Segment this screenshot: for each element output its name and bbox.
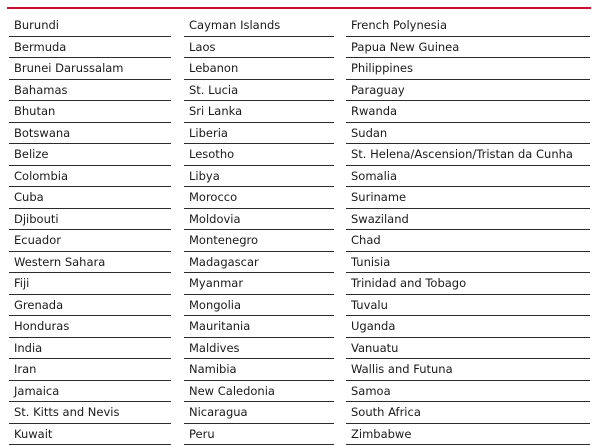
country-list-item: Rwanda xyxy=(346,101,590,123)
country-list-item: New Caledonia xyxy=(184,381,334,403)
country-list-item: Uganda xyxy=(346,316,590,338)
country-list-item: Moldovia xyxy=(184,209,334,231)
country-list-item: South Africa xyxy=(346,402,590,424)
country-list-item: Wallis and Futuna xyxy=(346,359,590,381)
country-list-item: Morocco xyxy=(184,187,334,209)
country-list-item: Lesotho xyxy=(184,144,334,166)
country-list-item: Philippines xyxy=(346,58,590,80)
country-list-item: Trinidad and Tobago xyxy=(346,273,590,295)
country-column-3 xyxy=(346,15,590,445)
country-list-item: Madagascar xyxy=(184,252,334,274)
country-list-item: St. Lucia xyxy=(184,80,334,102)
country-list-item: Libya xyxy=(184,166,334,188)
country-list-item: St. Helena/Ascension/Tristan da Cunha xyxy=(346,144,590,166)
country-list-item: Bhutan xyxy=(9,101,171,123)
country-list-item: Montenegro xyxy=(184,230,334,252)
country-list-item: Myanmar xyxy=(184,273,334,295)
country-list-item: Grenada xyxy=(9,295,171,317)
country-list-item: Fiji xyxy=(9,273,171,295)
country-list-item: Laos xyxy=(184,37,334,59)
country-list-item: Samoa xyxy=(346,381,590,403)
country-list-item: Nicaragua xyxy=(184,402,334,424)
country-list-item: Cayman Islands xyxy=(184,15,334,37)
country-list-item: Somalia xyxy=(346,166,590,188)
country-list-item: Cuba xyxy=(9,187,171,209)
country-list-item: Mauritania xyxy=(184,316,334,338)
country-list-item: Iran xyxy=(9,359,171,381)
country-list-item: Honduras xyxy=(9,316,171,338)
country-list-item: Ecuador xyxy=(9,230,171,252)
country-list-item: Djibouti xyxy=(9,209,171,231)
country-list-item: Sudan xyxy=(346,123,590,145)
country-list-item: Suriname xyxy=(346,187,590,209)
country-list-item: Bermuda xyxy=(9,37,171,59)
country-list-item: Burundi xyxy=(9,15,171,37)
country-list-item: Mongolia xyxy=(184,295,334,317)
top-accent-rule xyxy=(7,7,591,9)
country-list-item: Zimbabwe xyxy=(346,424,590,445)
country-column-2 xyxy=(184,15,334,445)
country-list-item: French Polynesia xyxy=(346,15,590,37)
country-list-item: Peru xyxy=(184,424,334,445)
country-list-item: Liberia xyxy=(184,123,334,145)
country-list-item: Colombia xyxy=(9,166,171,188)
country-list-item: Papua New Guinea xyxy=(346,37,590,59)
country-list-item: Paraguay xyxy=(346,80,590,102)
country-list-item: Swaziland xyxy=(346,209,590,231)
country-list-item: Tunisia xyxy=(346,252,590,274)
country-list-item: Belize xyxy=(9,144,171,166)
country-list-item: Kuwait xyxy=(9,424,171,445)
country-list-item: Vanuatu xyxy=(346,338,590,360)
country-list-item: Jamaica xyxy=(9,381,171,403)
country-list-item: Botswana xyxy=(9,123,171,145)
country-list-item: Bahamas xyxy=(9,80,171,102)
country-list-item: Maldives xyxy=(184,338,334,360)
country-list-item: Chad xyxy=(346,230,590,252)
country-list-item: Sri Lanka xyxy=(184,101,334,123)
country-list-item: St. Kitts and Nevis xyxy=(9,402,171,424)
country-list-item: Tuvalu xyxy=(346,295,590,317)
country-list-item: Namibia xyxy=(184,359,334,381)
country-column-1 xyxy=(9,15,171,445)
country-list-item: Lebanon xyxy=(184,58,334,80)
country-list-item: Western Sahara xyxy=(9,252,171,274)
country-list-item: Brunei Darussalam xyxy=(9,58,171,80)
country-list-item: India xyxy=(9,338,171,360)
